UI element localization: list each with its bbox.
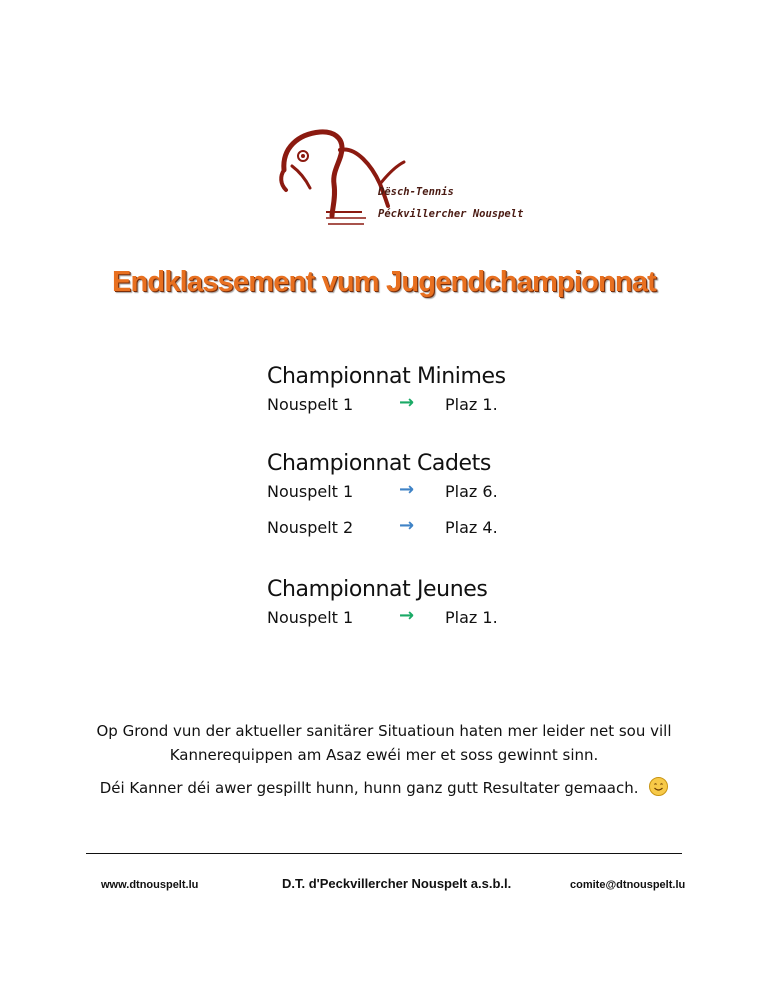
section-minimes: [267, 364, 667, 425]
result-row: [267, 602, 667, 638]
place-value: Plaz 4.: [445, 518, 498, 537]
page-title: Endklassement vum Jugendchampionnat: [111, 266, 657, 298]
arrow-right-icon: →: [399, 515, 415, 536]
note-line-2: Kannerequippen am Asaz ewéi mer et soss gewinnt sinn.: [169, 746, 599, 764]
footer-divider: [86, 853, 682, 854]
result-row: [267, 476, 667, 512]
smiley-face-icon: [649, 777, 668, 796]
note-line-3-wrap: [0, 776, 768, 801]
arrow-right-icon: →: [399, 605, 415, 626]
section-heading: Championnat Minimes: [267, 364, 506, 389]
place-value: Plaz 1.: [445, 395, 498, 414]
team-name: Nouspelt 2: [267, 518, 354, 537]
note-line-3: Déi Kanner déi awer gespillt hunn, hunn ganz gutt Resultater gemaach.: [99, 779, 639, 797]
place-value: Plaz 6.: [445, 482, 498, 501]
result-row: [267, 389, 667, 425]
section-heading: Championnat Cadets: [267, 451, 491, 476]
footer-organization: D.T. d'Peckvillercher Nouspelt a.s.b.l.: [282, 876, 512, 891]
note-line-1: Op Grond vun der aktueller sanitärer Situatioun haten mer leider net sou vill: [96, 722, 672, 740]
place-value: Plaz 1.: [445, 608, 498, 627]
arrow-right-icon: →: [399, 479, 415, 500]
team-name: Nouspelt 1: [267, 395, 354, 414]
section-jeunes: [267, 577, 667, 638]
section-heading: Championnat Jeunes: [267, 577, 488, 602]
team-name: Nouspelt 1: [267, 482, 354, 501]
logo-line-1: Dësch-Tennis: [378, 186, 454, 198]
footer-email-link[interactable]: comite@dtnouspelt.lu: [570, 879, 686, 891]
team-name: Nouspelt 1: [267, 608, 354, 627]
footer-website-link[interactable]: www.dtnouspelt.lu: [101, 879, 199, 891]
logo-line-2: Péckvillercher Nouspelt: [378, 208, 524, 220]
arrow-right-icon: →: [399, 392, 415, 413]
section-cadets: [267, 451, 667, 548]
result-row: [267, 512, 667, 548]
